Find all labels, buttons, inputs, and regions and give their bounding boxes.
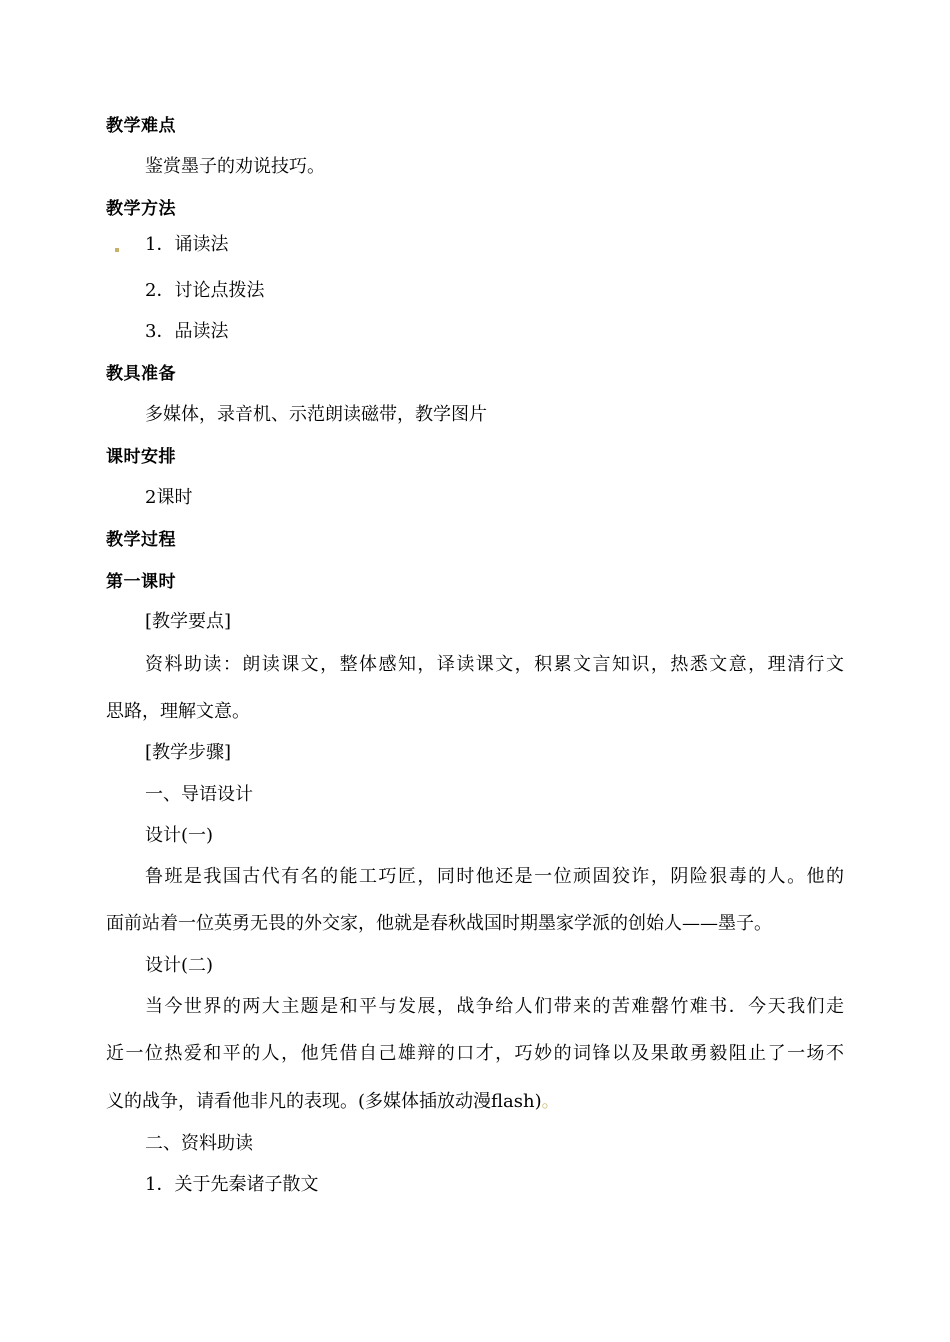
design2-line-3: 义的战争，请看他非凡的表现。(多媒体插放动漫flash) [106, 1091, 542, 1112]
key-points-label: [教学要点] [145, 611, 232, 632]
heading-process: 教学过程 [106, 530, 176, 550]
difficulty-text: 鉴赏墨子的劝说技巧。 [145, 156, 325, 177]
key-points-line-1: 资料助读：朗读课文，整体感知，译读课文，积累文言知识，热悉文意，理清行文 [145, 654, 844, 675]
heading-lesson1: 第一课时 [106, 572, 176, 592]
heading-schedule: 课时安排 [106, 447, 176, 467]
margin-marker [115, 248, 119, 252]
design1-line-2: 面前站着一位英勇无畏的外交家，他就是春秋战国时期墨家学派的创始人——墨子。 [106, 913, 772, 934]
design1-line-1: 鲁班是我国古代有名的能工巧匠，同时他还是一位顽固狡诈，阴险狠毒的人。他的 [145, 866, 844, 887]
design2-label: 设计(二) [145, 955, 214, 976]
design1-label: 设计(一) [145, 825, 214, 846]
method-item-3: 3．品读法 [145, 321, 229, 342]
heading-tools: 教具准备 [106, 364, 176, 384]
key-points-line-2: 思路，理解文意。 [106, 701, 250, 722]
steps-label: [教学步骤] [145, 742, 232, 763]
design2-line-2: 近一位热爱和平的人，他凭借自己雄辩的口才，巧妙的词锋以及果敢勇毅阻止了一场不 [106, 1043, 844, 1064]
step2-item-1: 1．关于先秦诸子散文 [145, 1174, 319, 1195]
method-item-1: 1．诵读法 [145, 234, 229, 255]
design2-line-1: 当今世界的两大主题是和平与发展，战争给人们带来的苦难罄竹难书．今天我们走 [145, 996, 844, 1017]
tools-text: 多媒体，录音机、示范朗读磁带，教学图片 [145, 404, 487, 425]
heading-difficulty: 教学难点 [106, 116, 176, 136]
heading-methods: 教学方法 [106, 199, 176, 219]
design2-end-mark: 。 [541, 1091, 560, 1112]
step1-title: 一、导语设计 [145, 784, 253, 805]
method-item-2: 2．讨论点拨法 [145, 280, 265, 301]
step2-title: 二、资料助读 [145, 1133, 253, 1154]
schedule-text: 2课时 [145, 487, 193, 508]
design2-line-3-wrap [106, 1091, 560, 1113]
